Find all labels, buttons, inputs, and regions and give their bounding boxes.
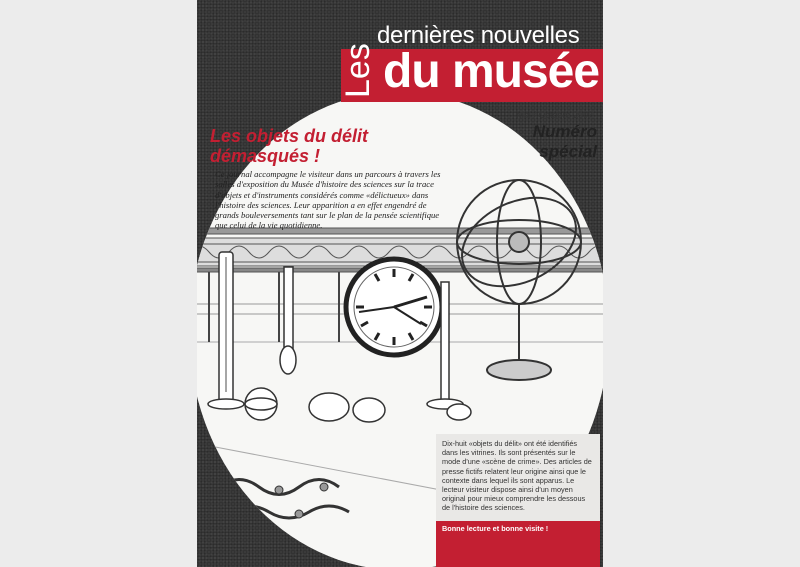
article-headline bbox=[210, 126, 430, 166]
special-issue-label bbox=[493, 122, 597, 162]
sidebar-text: Dix-huit «objets du délit» ont été identifiés dans les vitrines. Ils sont présentés sur le mode d'une «scène de crime». Des articles de presse fictifs relatent leur origine ainsi que le contexte dans lequel ils sont apparus. Le lecteur visiteur dispose ainsi d'un moyen original pour mieux comprendre les dessous de l'histoire des sciences. bbox=[436, 434, 600, 534]
signoff-banner bbox=[436, 521, 600, 567]
special-line-1: Numéro bbox=[532, 122, 597, 141]
newspaper-cover bbox=[197, 0, 603, 567]
signoff-text: Bonne lecture et bonne visite ! bbox=[442, 524, 549, 533]
headline-line-1: Les objets du délit bbox=[210, 126, 369, 146]
masthead-les: Les bbox=[339, 43, 377, 98]
article-intro: Ce journal accompagne le visiteur dans un parcours à travers les salles d'exposition du Musée d'histoire des sciences sur la trace d'objets et d'instruments considérés comme «délictueux» dans l'histoire des sciences. Leur apparition a en effet engendré de grands bouleversements tant sur le plan de la pensée scientifique que celui de la vie quotidienne. bbox=[215, 169, 441, 231]
issue-date: Mai / Octobre 2007 bbox=[516, 110, 593, 120]
headline-line-2: démasqués ! bbox=[210, 146, 321, 166]
masthead-title: du musée bbox=[383, 45, 600, 98]
masthead-subtitle: dernières nouvelles bbox=[377, 22, 580, 49]
special-line-2: spécial bbox=[539, 142, 597, 161]
